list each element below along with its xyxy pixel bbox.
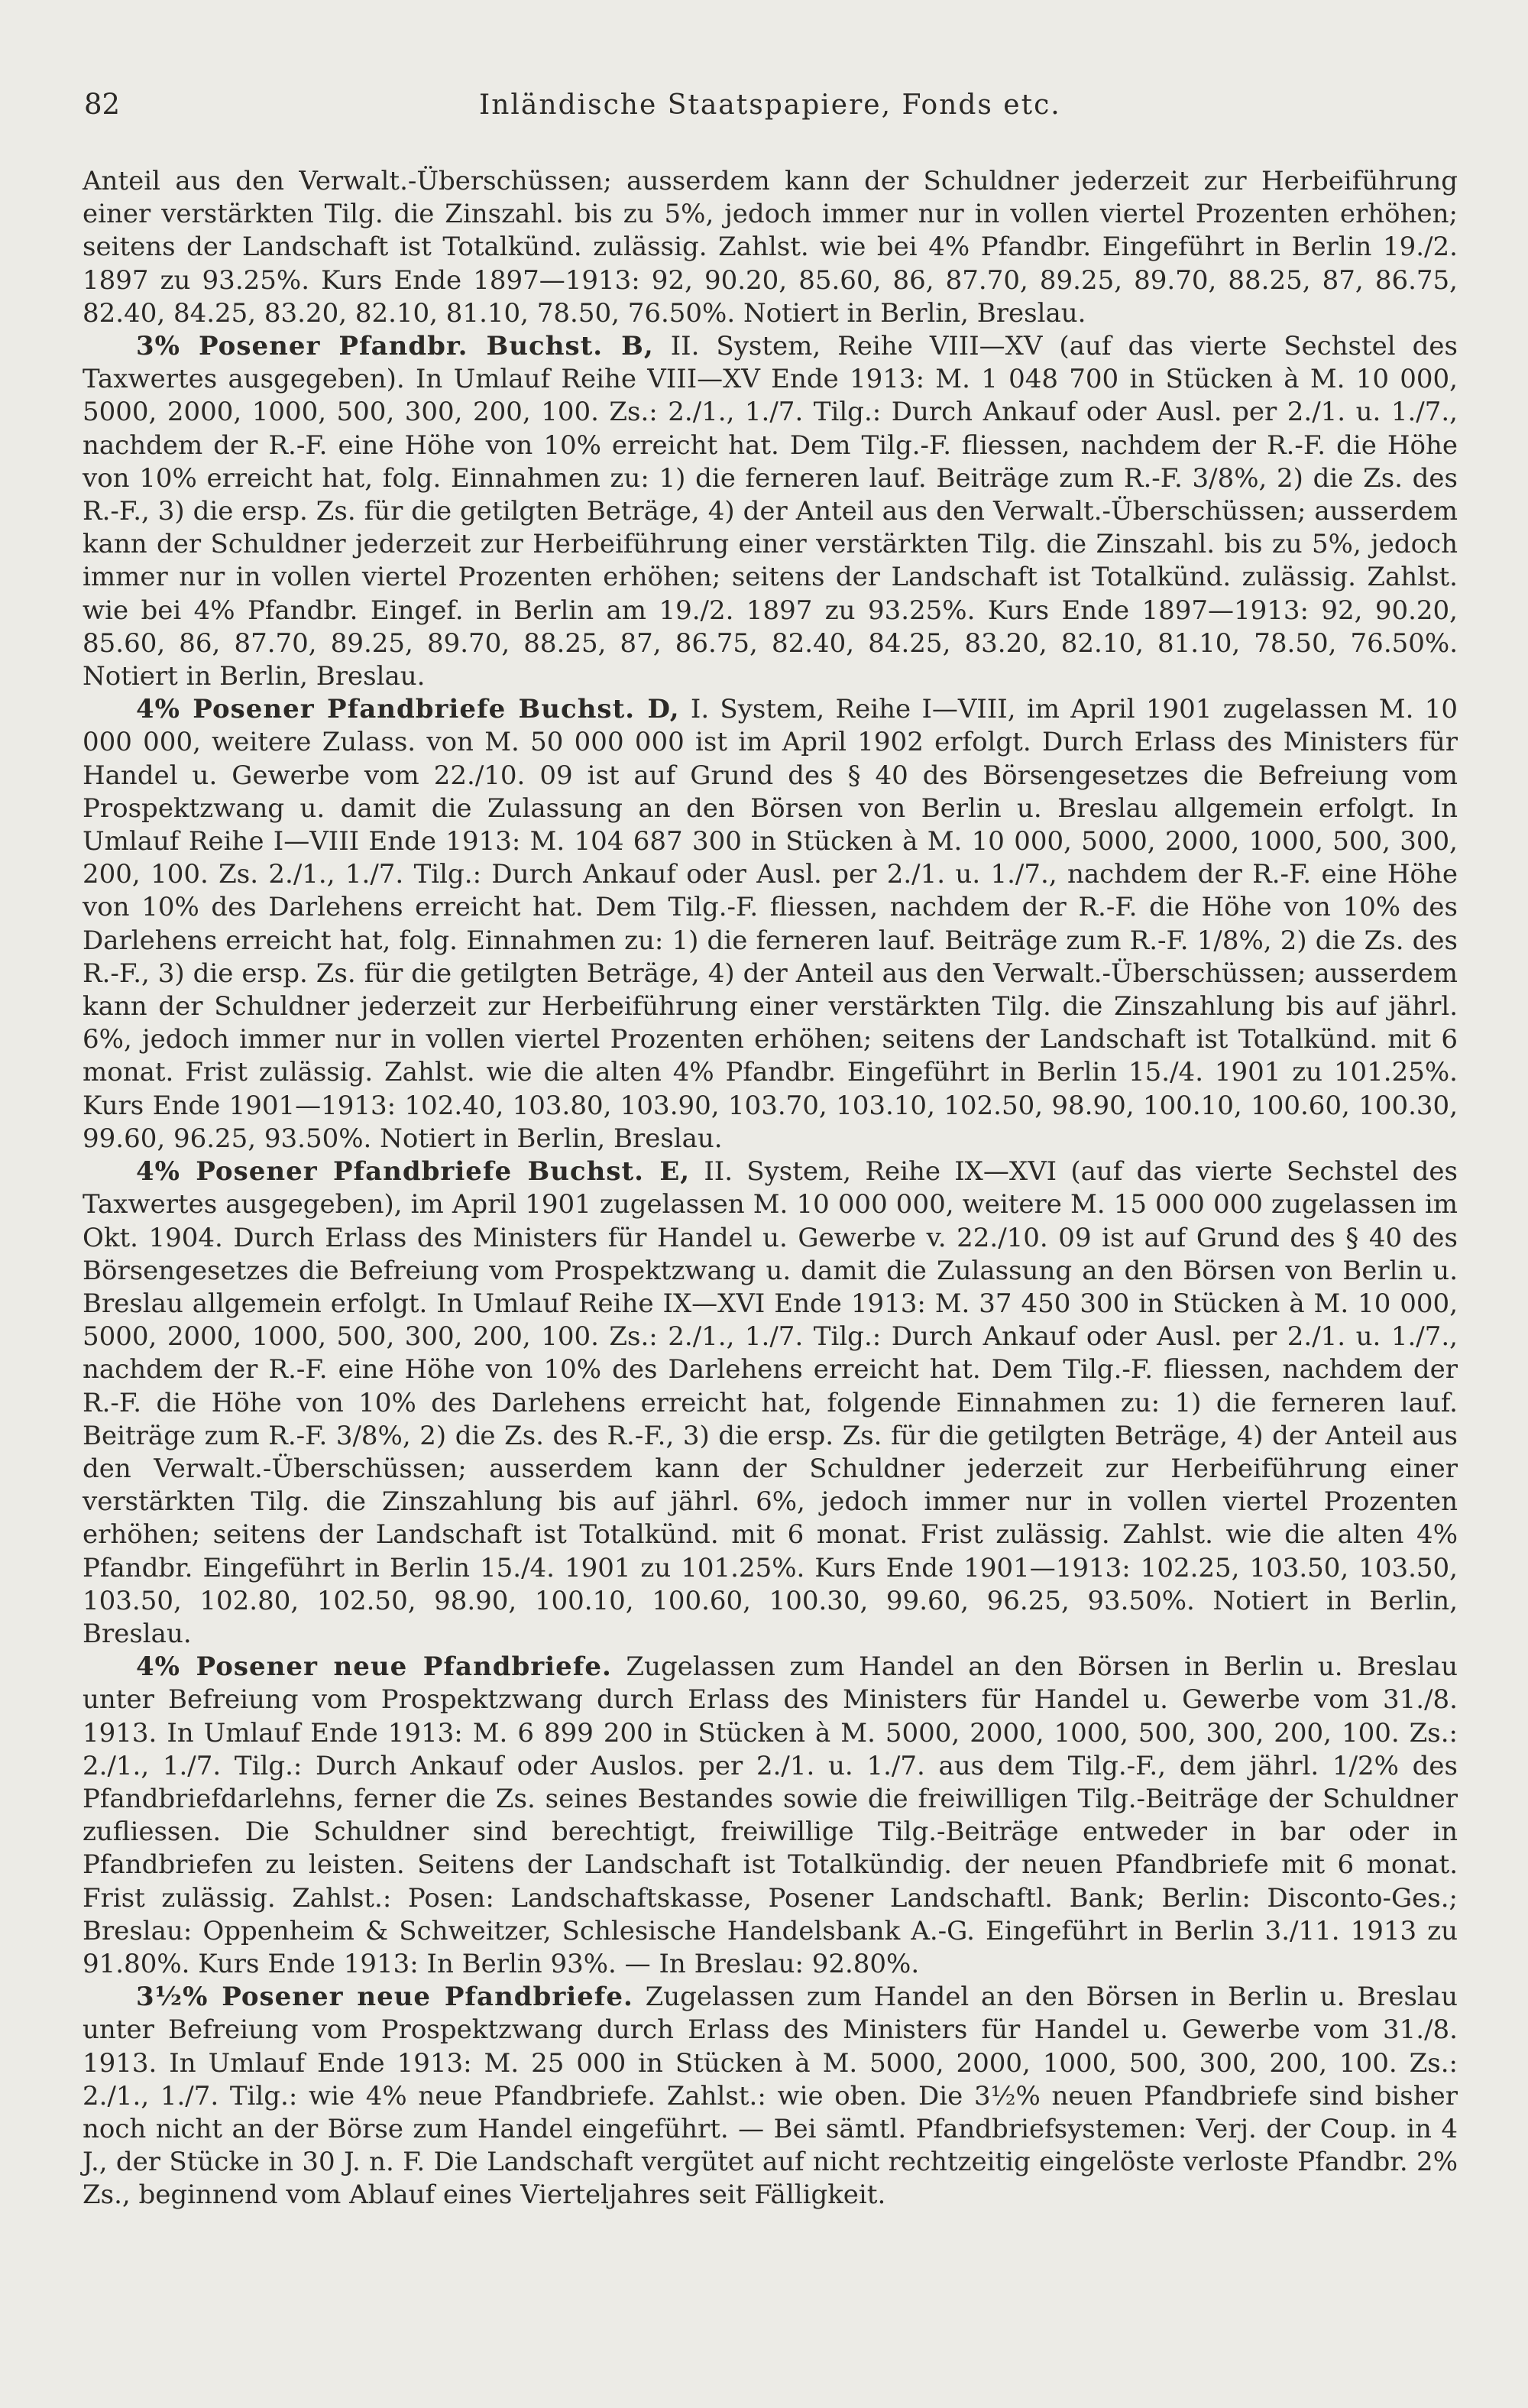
paragraph-4pct-buchst-d (83, 693, 1458, 1155)
paragraph-continuation (83, 165, 1458, 330)
paragraph-text: I. System, Reihe I—VIII, im April 1901 zugelassen M. 10 000 000, weitere Zulass. von M. 50 000 000 ist im April 1902 erfolgt. Durch Erlass des Ministers für Handel u. Gewerbe vom 22./10. 09 ist auf Grund des § 40 des Börsengesetzes die Befreiung vom Prospektzwang u. damit die Zulassung an den Börsen von Berlin u. Breslau allgemein erfolgt. In Umlauf Reihe I—VIII Ende 1913: M. 104 687 300 in Stücken à M. 10 000, 5000, 2000, 1000, 500, 300, 200, 100. Zs. 2./1., 1./7. Tilg.: Durch Ankauf oder Ausl. per 2./1. u. 1./7., nachdem der R.-F. eine Höhe von 10% des Darlehens erreicht hat. Dem Tilg.-F. fliessen, nachdem der R.-F. die Höhe von 10% des Darlehens erreicht hat, folg. Einnahmen zu: 1) die ferneren lauf. Beiträge zum R.-F. 1/8%, 2) die Zs. des R.-F., 3) die ersp. Zs. für die getilgten Beträge, 4) der Anteil aus den Verwalt.-Überschüssen; ausserdem kann der Schuldner jederzeit zur Herbeiführung einer verstärkten Tilg. die Zinszahlung bis auf jährl. 6%, jedoch immer nur in vollen viertel Prozenten erhöhen; seitens der Landschaft ist Totalkünd. mit 6 monat. Frist zulässig. Zahlst. wie die alten 4% Pfandbr. Eingeführt in Berlin 15./4. 1901 zu 101.25%. Kurs Ende 1901—1913: 102.40, 103.80, 103.90, 103.70, 103.10, 102.50, 98.90, 100.10, 100.60, 100.30, 99.60, 96.25, 93.50%. Notiert in Berlin, Breslau. (83, 694, 1458, 1154)
document-body (83, 165, 1458, 2212)
paragraph-3pct-buchst-b (83, 330, 1458, 693)
page-number: 82 (84, 88, 121, 121)
paragraph-text: II. System, Reihe VIII—XV (auf das vierte Sechstel des Taxwertes ausgegeben). In Umlauf Reihe VIII—XV Ende 1913: M. 1 048 700 in Stücken à M. 10 000, 5000, 2000, 1000, 500, 300, 200, 100. Zs.: 2./1., 1./7. Tilg.: Durch Ankauf oder Ausl. per 2./1. u. 1./7., nachdem der R.-F. eine Höhe von 10% erreicht hat. Dem Tilg.-F. fliessen, nachdem der R.-F. die Höhe von 10% erreicht hat, folg. Einnahmen zu: 1) die ferneren lauf. Beiträge zum R.-F. 3/8%, 2) die Zs. des R.-F., 3) die ersp. Zs. für die getilgten Beträge, 4) der Anteil aus den Verwalt.-Überschüssen; ausserdem kann der Schuldner jederzeit zur Herbeiführung einer verstärkten Tilg. die Zinszahl. bis zu 5%, jedoch immer nur in vollen viertel Prozenten erhöhen; seitens der Landschaft ist Totalkünd. zulässig. Zahlst. wie bei 4% Pfandbr. Eingef. in Berlin am 19./2. 1897 zu 93.25%. Kurs Ende 1897—1913: 92, 90.20, 85.60, 86, 87.70, 89.25, 89.70, 88.25, 87, 86.75, 82.40, 84.25, 83.20, 82.10, 81.10, 78.50, 76.50%. Notiert in Berlin, Breslau. (83, 331, 1458, 692)
paragraph-heading: 3½% Posener neue Pfandbriefe. (136, 1982, 633, 2013)
paragraph-heading: 4% Posener Pfandbriefe Buchst. D, (136, 694, 680, 725)
paragraph-heading: 4% Posener neue Pfandbriefe. (136, 1651, 612, 1683)
paragraph-4pct-neue-pfandbriefe (83, 1651, 1458, 1981)
paragraph-text: Zugelassen zum Handel an den Börsen in Berlin u. Breslau unter Befreiung vom Prospektzwang durch Erlass des Ministers für Handel u. Gewerbe vom 31./8. 1913. In Umlauf Ende 1913: M. 25 000 in Stücken à M. 5000, 2000, 1000, 500, 300, 200, 100. Zs.: 2./1., 1./7. Tilg.: wie 4% neue Pfandbriefe. Zahlst.: wie oben. Die 3½% neuen Pfandbriefe sind bisher noch nicht an der Börse zum Handel eingeführt. — Bei sämtl. Pfandbriefsystemen: Verj. der Coup. in 4 J., der Stücke in 30 J. n. F. Die Landschaft vergütet auf nicht rechtzeitig eingelöste verloste Pfandbr. 2% Zs., beginnend vom Ablauf eines Vierteljahres seit Fälligkeit. (83, 1982, 1458, 2211)
paragraph-4pct-buchst-e (83, 1155, 1458, 1651)
paragraph-heading: 3% Posener Pfandbr. Buchst. B, (136, 331, 654, 362)
paragraph-text: Anteil aus den Verwalt.-Überschüssen; ausserdem kann der Schuldner jederzeit zur Herbeiführung einer verstärkten Tilg. die Zinszahl. bis zu 5%, jedoch immer nur in vollen viertel Prozenten erhöhen; seitens der Landschaft ist Totalkünd. zulässig. Zahlst. wie bei 4% Pfandbr. Eingeführt in Berlin 19./2. 1897 zu 93.25%. Kurs Ende 1897—1913: 92, 90.20, 85.60, 86, 87.70, 89.25, 89.70, 88.25, 87, 86.75, 82.40, 84.25, 83.20, 82.10, 81.10, 78.50, 76.50%. Notiert in Berlin, Breslau. (83, 166, 1458, 329)
running-head: Inländische Staatspapiere, Fonds etc. (479, 89, 1061, 121)
page-header (83, 88, 1458, 141)
paragraph-text: Zugelassen zum Handel an den Börsen in Berlin u. Breslau unter Befreiung vom Prospektzwang durch Erlass des Ministers für Handel u. Gewerbe vom 31./8. 1913. In Umlauf Ende 1913: M. 6 899 200 in Stücken à M. 5000, 2000, 1000, 500, 300, 200, 100. Zs.: 2./1., 1./7. Tilg.: Durch Ankauf oder Auslos. per 2./1. u. 1./7. aus dem Tilg.-F., dem jährl. 1/2% des Pfandbriefdarlehns, ferner die Zs. seines Bestandes sowie die freiwilligen Tilg.-Beiträge der Schuldner zufliessen. Die Schuldner sind berechtigt, freiwillige Tilg.-Beiträge entweder in bar oder in Pfandbriefen zu leisten. Seitens der Landschaft ist Totalkündig. der neuen Pfandbriefe mit 6 monat. Frist zulässig. Zahlst.: Posen: Landschaftskasse, Posener Landschaftl. Bank; Berlin: Disconto-Ges.; Breslau: Oppenheim & Schweitzer, Schlesische Handelsbank A.-G. Eingeführt in Berlin 3./11. 1913 zu 91.80%. Kurs Ende 1913: In Berlin 93%. — In Breslau: 92.80%. (83, 1651, 1458, 1979)
paragraph-heading: 4% Posener Pfandbriefe Buchst. E, (136, 1156, 691, 1188)
paragraph-text: II. System, Reihe IX—XVI (auf das vierte Sechstel des Taxwertes ausgegeben), im April 1901 zugelassen M. 10 000 000, weitere M. 15 000 000 zugelassen im Okt. 1904. Durch Erlass des Ministers für Handel u. Gewerbe v. 22./10. 09 ist auf Grund des § 40 des Börsengesetzes die Befreiung vom Prospektzwang u. damit die Zulassung an den Börsen von Berlin u. Breslau allgemein erfolgt. In Umlauf Reihe IX—XVI Ende 1913: M. 37 450 300 in Stücken à M. 10 000, 5000, 2000, 1000, 500, 300, 200, 100. Zs.: 2./1., 1./7. Tilg.: Durch Ankauf oder Ausl. per 2./1. u. 1./7., nachdem der R.-F. eine Höhe von 10% des Darlehens erreicht hat. Dem Tilg.-F. fliessen, nachdem der R.-F. die Höhe von 10% des Darlehens erreicht hat, folgende Einnahmen zu: 1) die ferneren lauf. Beiträge zum R.-F. 3/8%, 2) die Zs. des R.-F., 3) die ersp. Zs. für die getilgten Beträge, 4) der Anteil aus den Verwalt.-Überschüssen; ausserdem kann der Schuldner jederzeit zur Herbeiführung einer verstärkten Tilg. die Zinszahlung bis auf jährl. 6%, jedoch immer nur in vollen viertel Prozenten erhöhen; seitens der Landschaft ist Totalkünd. mit 6 monat. Frist zulässig. Zahlst. wie die alten 4% Pfandbr. Eingeführt in Berlin 15./4. 1901 zu 101.25%. Kurs Ende 1901—1913: 102.25, 103.50, 103.50, 103.50, 102.80, 102.50, 98.90, 100.10, 100.60, 100.30, 99.60, 96.25, 93.50%. Notiert in Berlin, Breslau. (83, 1156, 1458, 1649)
paragraph-3-5pct-neue-pfandbriefe (83, 1981, 1458, 2212)
